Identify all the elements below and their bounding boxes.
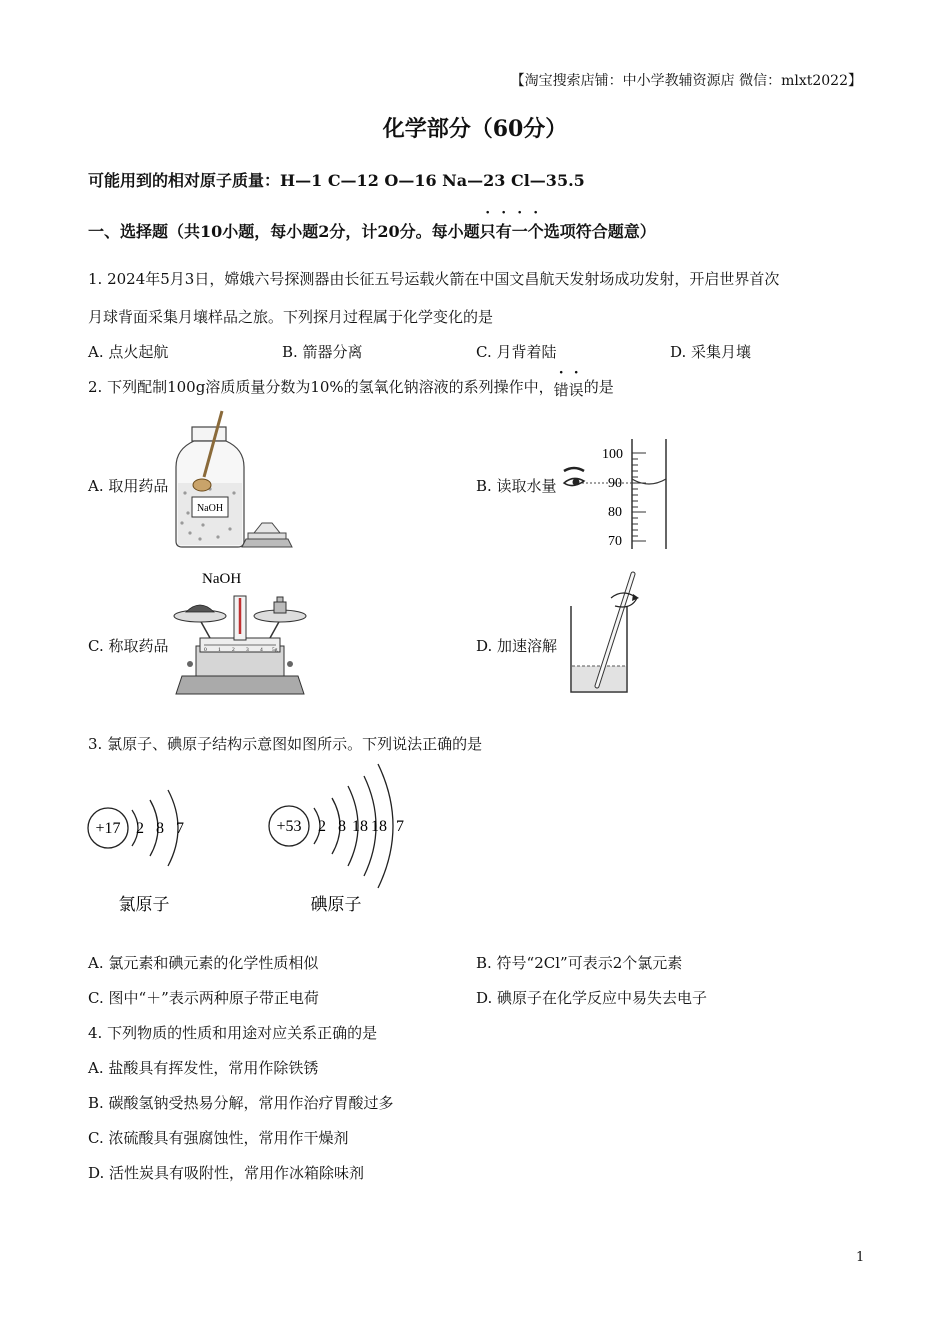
q2-stem-suffix: 的是 — [583, 378, 614, 396]
page-title: 化学部分（60分） — [382, 116, 568, 142]
cylinder-tick-80: 80 — [608, 505, 622, 520]
chlorine-shell-3: 7 — [176, 820, 184, 837]
q1-option-d: D. 采集月壤 — [670, 343, 752, 361]
q3-option-b: B. 符号“2Cl”可表示2个氯元素 — [476, 954, 683, 972]
q1-line1: 1. 2024年5月3日，嫦娥六号探测器由长征五号运载火箭在中国文昌航天发射场成功发射，开启世界首次 — [88, 270, 780, 288]
atom-structure-figure — [84, 762, 424, 922]
iodine-shell-3: 18 — [352, 818, 368, 835]
balance-tick: 2 — [232, 647, 235, 653]
q2-option-d: D. 加速溶解 — [476, 637, 558, 655]
emph-char: 个 — [527, 222, 544, 241]
q4-option-a: A. 盐酸具有挥发性，常用作除铁锈 — [88, 1059, 319, 1077]
iodine-nucleus: +53 — [276, 818, 302, 835]
chlorine-nucleus: +17 — [95, 820, 121, 837]
q3-option-c: C. 图中“＋”表示两种原子带正电荷 — [88, 989, 319, 1007]
q4-option-c: C. 浓硫酸具有强腐蚀性，常用作干燥剂 — [88, 1129, 349, 1147]
q4-option-b: B. 碳酸氢钠受热易分解，常用作治疗胃酸过多 — [88, 1094, 394, 1112]
eye-icon — [564, 468, 584, 486]
balance-tick: 0 — [204, 647, 207, 653]
q3-option-a: A. 氯元素和碘元素的化学性质相似 — [88, 954, 319, 972]
q4-option-d: D. 活性炭具有吸附性，常用作冰箱除味剂 — [88, 1164, 365, 1182]
iodine-shell-5: 7 — [396, 818, 404, 835]
q1-option-a: A. 点火起航 — [88, 343, 169, 361]
q1-option-b: B. 箭器分离 — [282, 343, 363, 361]
q3-option-d: D. 碘原子在化学反应中易失去电子 — [476, 989, 708, 1007]
iodine-shell-2: 8 — [338, 818, 346, 835]
emph-char: 只 — [479, 222, 496, 241]
q2-option-c: C. 称取药品 — [88, 637, 169, 655]
emph-char: 有 — [495, 222, 512, 241]
measuring-cylinder-figure — [560, 437, 680, 555]
chlorine-shell-2: 8 — [156, 820, 164, 837]
page-number: 1 — [856, 1250, 865, 1265]
section1-suffix: 选项符合题意） — [543, 222, 656, 241]
q1-line2: 月球背面采集月壤样品之旅。下列探月过程属于化学变化的是 — [88, 308, 494, 326]
reagent-bottle-figure — [170, 405, 300, 555]
balance-tick: 5g — [272, 647, 278, 653]
naoh-bottle-label: NaOH — [196, 503, 224, 514]
naoh-label: NaOH — [202, 571, 242, 587]
balance-tick: 1 — [218, 647, 221, 653]
balance-tick: 3 — [246, 647, 249, 653]
q4-stem: 4. 下列物质的性质和用途对应关系正确的是 — [88, 1024, 378, 1042]
emph-char: 一 — [511, 222, 528, 241]
chlorine-name: 氯原子 — [118, 895, 170, 914]
iodine-shell-1: 2 — [318, 818, 326, 835]
q2-stem — [88, 376, 614, 397]
iodine-name: 碘原子 — [310, 895, 362, 914]
cylinder-tick-100: 100 — [602, 447, 623, 462]
emph-char: 误 — [568, 381, 584, 399]
section1-prefix: 一、选择题（共10小题，每小题2分，计20分。每小题 — [88, 222, 480, 241]
q2-option-a: A. 取用药品 — [88, 477, 169, 495]
section1-heading — [88, 219, 656, 242]
balance-figure — [170, 568, 310, 696]
cylinder-tick-70: 70 — [608, 534, 622, 549]
q2-option-b: B. 读取水量 — [476, 477, 557, 495]
q1-option-c: C. 月背着陆 — [476, 343, 557, 361]
header-note: 【淘宝搜索店铺：中小学教辅资源店 微信：mlxt2022】 — [510, 73, 862, 89]
atomic-masses: 可能用到的相对原子质量：H—1 C—12 O—16 Na—23 Cl—35.5 — [88, 171, 585, 190]
cylinder-tick-90: 90 — [608, 476, 622, 491]
iodine-shell-4: 18 — [371, 818, 387, 835]
chlorine-shell-1: 2 — [136, 820, 144, 837]
q2-stem-text: 2. 下列配制100g溶质质量分数为10%的氢氧化钠溶液的系列操作中， — [88, 378, 554, 396]
q3-stem: 3. 氯原子、碘原子结构示意图如图所示。下列说法正确的是 — [88, 735, 483, 753]
emph-char: 错 — [553, 381, 569, 399]
beaker-figure — [565, 568, 655, 696]
balance-tick: 4 — [260, 647, 263, 653]
